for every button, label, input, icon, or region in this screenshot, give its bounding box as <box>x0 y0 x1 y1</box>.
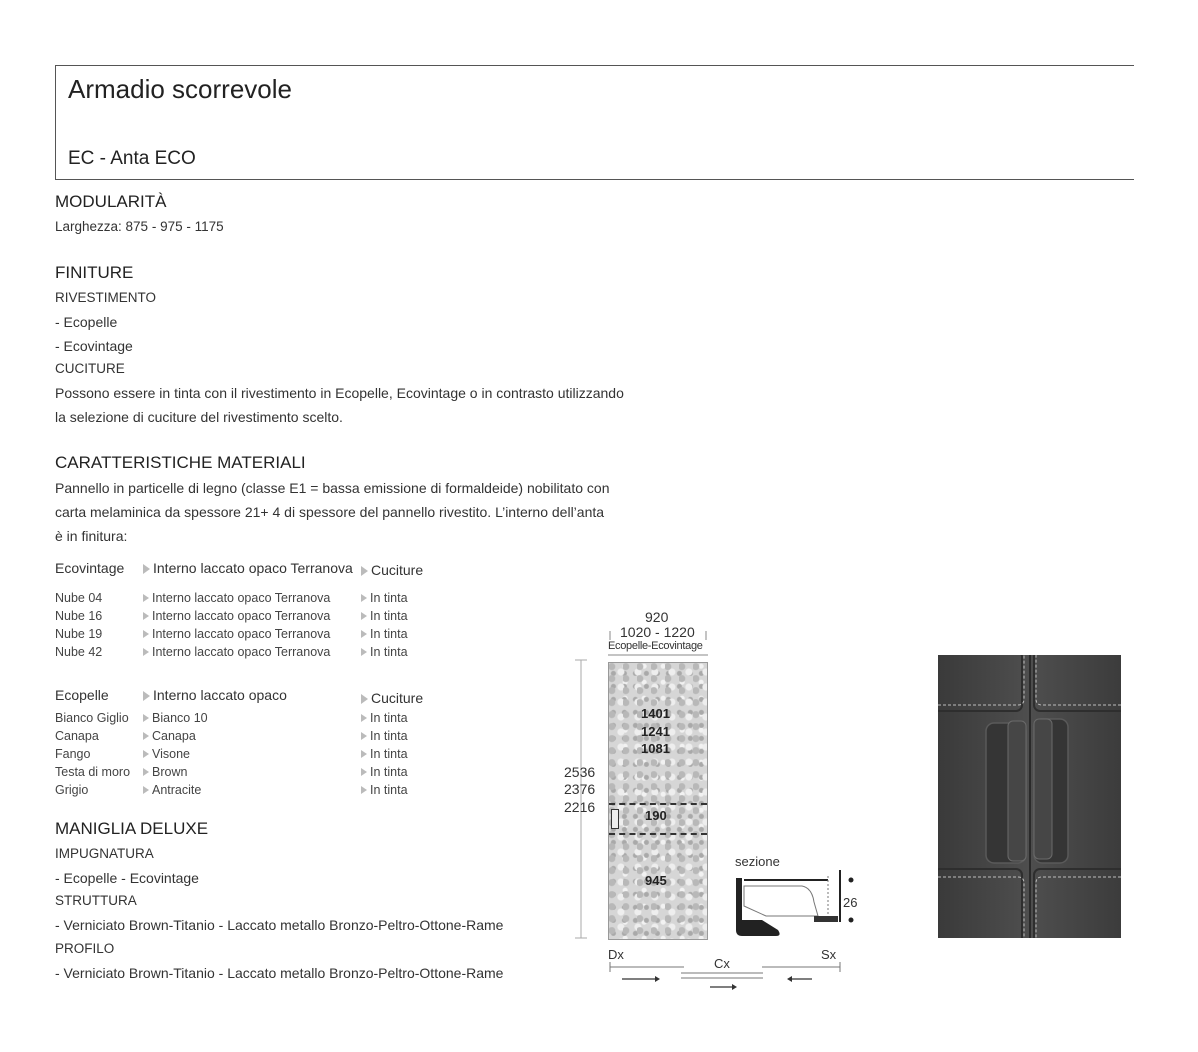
table-cell: Brown <box>143 765 187 779</box>
table-cell: In tinta <box>361 729 408 743</box>
maniglia-line: - Ecopelle - Ecovintage <box>55 870 199 886</box>
header-box <box>55 65 1134 180</box>
height-label: 2216 <box>564 799 596 815</box>
triangle-right-icon <box>143 714 149 722</box>
triangle-right-icon <box>143 750 149 758</box>
triangle-right-icon <box>143 612 149 620</box>
table-header: Cuciture <box>361 562 423 578</box>
cuciture-label: CUCITURE <box>55 361 125 376</box>
modularita-text: Larghezza: 875 - 975 - 1175 <box>55 219 224 234</box>
table-cell: In tinta <box>361 765 408 779</box>
table-cell: Nube 04 <box>55 591 103 605</box>
table-cell: Antracite <box>143 783 201 797</box>
triangle-right-icon <box>361 786 367 794</box>
triangle-right-icon <box>361 714 367 722</box>
table-cell: Testa di moro <box>55 765 131 779</box>
table-cell: Interno laccato opaco Terranova <box>143 645 330 659</box>
table-cell: Visone <box>143 747 190 761</box>
finish-label: Ecopelle-Ecovintage <box>608 640 703 652</box>
handle-value: 190 <box>645 808 667 823</box>
section-label: sezione <box>735 854 780 869</box>
caratteristiche-line: Pannello in particelle di legno (classe E1 = bassa emissione di formaldeide) nobilitato con <box>55 480 610 496</box>
maniglia-line: IMPUGNATURA <box>55 846 154 861</box>
table-cell: Grigio <box>55 783 89 797</box>
rivestimento-label: RIVESTIMENTO <box>55 290 157 305</box>
table-header: Cuciture <box>361 690 423 706</box>
triangle-right-icon <box>361 732 367 740</box>
triangle-right-icon <box>143 594 149 602</box>
maniglia-line: STRUTTURA <box>55 893 137 908</box>
table-cell: In tinta <box>361 711 408 725</box>
section-dimension: 26 <box>843 895 858 910</box>
table-cell: In tinta <box>361 783 408 797</box>
table-cell: Nube 42 <box>55 645 103 659</box>
triangle-right-icon <box>143 768 149 776</box>
table-cell: Bianco 10 <box>143 711 208 725</box>
dimension-lines <box>560 610 860 1000</box>
triangle-right-icon <box>361 612 367 620</box>
panel-value: 1081 <box>641 741 670 756</box>
table-cell: Bianco Giglio <box>55 711 129 725</box>
wardrobe-photo-illustration <box>938 655 1121 938</box>
table-cell: Canapa <box>55 729 99 743</box>
triangle-right-icon <box>361 694 368 704</box>
cx-label: Cx <box>714 956 730 971</box>
triangle-right-icon <box>361 750 367 758</box>
panel-value: 945 <box>645 873 667 888</box>
finiture-paragraph-line: Possono essere in tinta con il rivestimento in Ecopelle, Ecovintage o in contrasto utilizzando <box>55 385 624 401</box>
maniglia-line: - Verniciato Brown-Titanio - Laccato metallo Bronzo-Peltro-Ottone-Rame <box>55 965 504 981</box>
maniglia-line: PROFILO <box>55 941 115 956</box>
triangle-right-icon <box>361 594 367 602</box>
triangle-right-icon <box>361 648 367 656</box>
finiture-paragraph-line: la selezione di cuciture del rivestimento scelto. <box>55 409 343 425</box>
table-cell: Canapa <box>143 729 196 743</box>
triangle-right-icon <box>361 630 367 638</box>
triangle-right-icon <box>143 786 149 794</box>
table-cell: In tinta <box>361 627 408 641</box>
page-subtitle: EC - Anta ECO <box>68 148 196 169</box>
table-cell: In tinta <box>361 645 408 659</box>
table-header: Ecopelle <box>55 687 109 703</box>
product-photo <box>938 655 1121 938</box>
finitura-item: - Ecopelle <box>55 314 118 330</box>
caratteristiche-heading: CARATTERISTICHE MATERIALI <box>55 453 306 472</box>
table-header: Ecovintage <box>55 560 125 576</box>
triangle-right-icon <box>143 732 149 740</box>
caratteristiche-line: carta melaminica da spessore 21+ 4 di spessore del pannello rivestito. L’interno dell’anta <box>55 504 605 520</box>
triangle-right-icon <box>361 566 368 576</box>
finitura-item: - Ecovintage <box>55 338 133 354</box>
modularita-heading: MODULARITÀ <box>55 192 167 211</box>
page-title: Armadio scorrevole <box>68 74 292 104</box>
width-label: 920 <box>645 609 669 625</box>
maniglia-line: - Verniciato Brown-Titanio - Laccato metallo Bronzo-Peltro-Ottone-Rame <box>55 917 504 933</box>
table-cell: Interno laccato opaco Terranova <box>143 609 330 623</box>
table-cell: Nube 19 <box>55 627 103 641</box>
panel-value: 1241 <box>641 724 670 739</box>
table-header: Interno laccato opaco <box>143 687 287 703</box>
height-label: 2376 <box>564 781 596 797</box>
maniglia-heading: MANIGLIA DELUXE <box>55 819 209 838</box>
triangle-right-icon <box>143 648 149 656</box>
table-header: Interno laccato opaco Terranova <box>143 560 353 576</box>
table-cell: Interno laccato opaco Terranova <box>143 591 330 605</box>
dx-label: Dx <box>608 947 624 962</box>
table-cell: Nube 16 <box>55 609 103 623</box>
sx-label: Sx <box>821 947 837 962</box>
triangle-right-icon <box>143 691 150 701</box>
triangle-right-icon <box>143 564 150 574</box>
height-label: 2536 <box>564 764 596 780</box>
table-cell: In tinta <box>361 609 408 623</box>
table-cell: Interno laccato opaco Terranova <box>143 627 330 641</box>
width-range-label: 1020 - 1220 <box>620 624 695 640</box>
door-panel-texture <box>608 662 708 940</box>
triangle-right-icon <box>361 768 367 776</box>
panel-value: 1401 <box>641 706 670 721</box>
table-cell: In tinta <box>361 591 408 605</box>
table-cell: In tinta <box>361 747 408 761</box>
handle-icon <box>611 809 619 829</box>
table-cell: Fango <box>55 747 91 761</box>
triangle-right-icon <box>143 630 149 638</box>
finiture-heading: FINITURE <box>55 263 134 282</box>
caratteristiche-line: è in finitura: <box>55 528 128 544</box>
